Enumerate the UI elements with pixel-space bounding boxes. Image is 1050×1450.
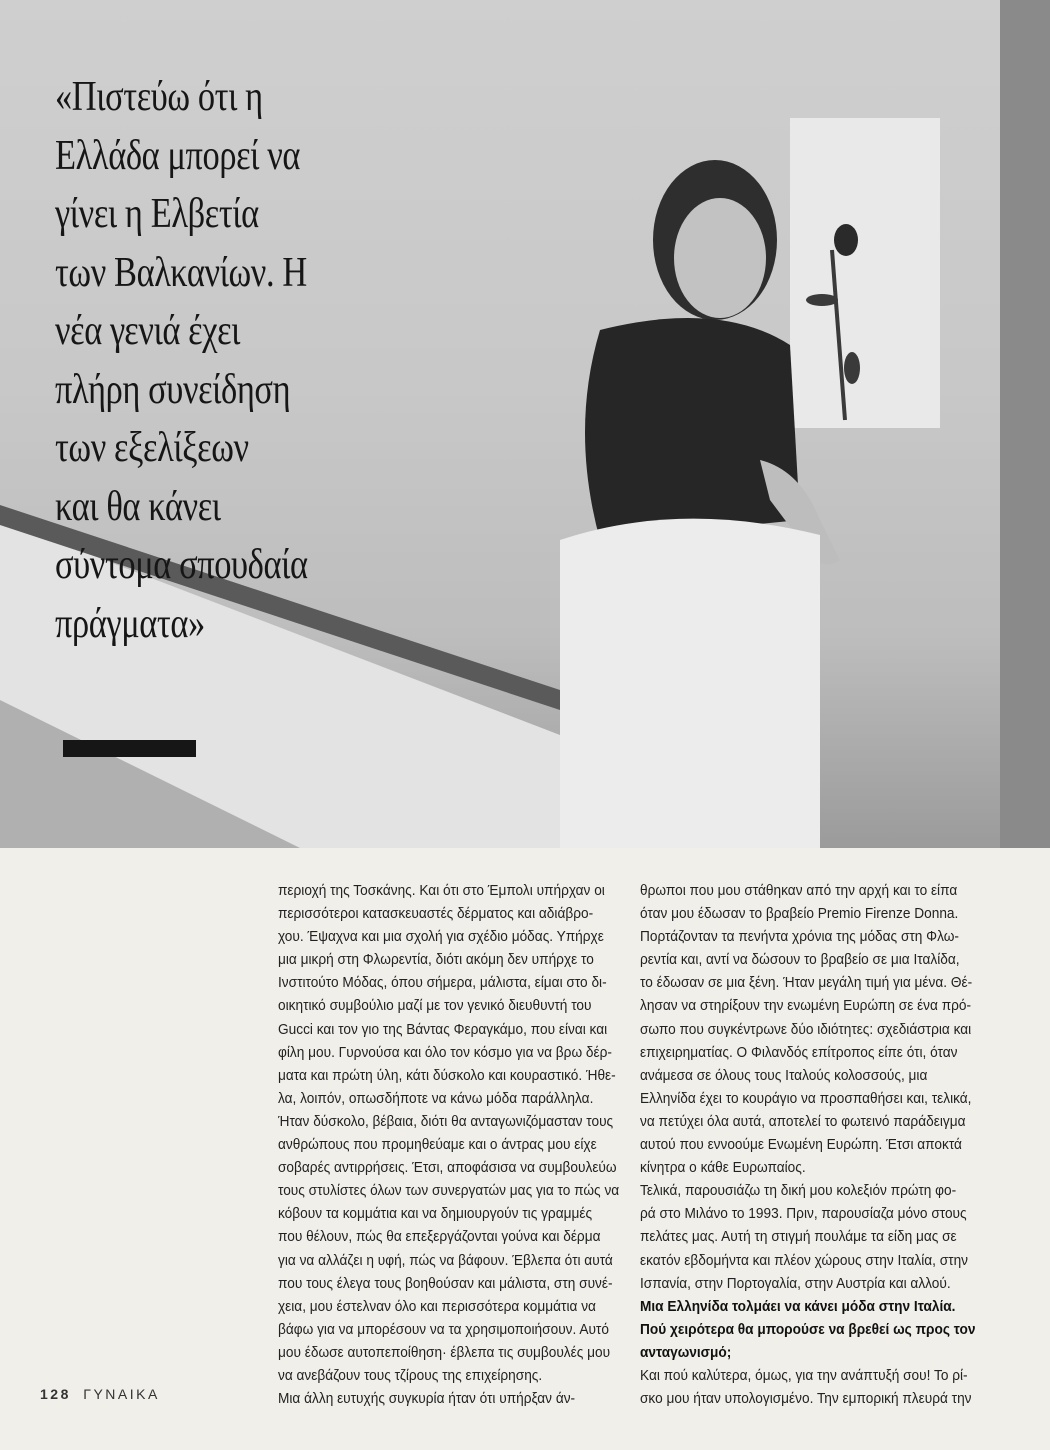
text-line: Πορτάζονταν τα πενήντα χρόνια της μόδας στη Φλω-: [640, 928, 959, 946]
right-wall-shadow: [1000, 0, 1050, 848]
text-line: που τους έλεγα τους βοηθούσαν και μάλιστα, στη συνέ-: [278, 1274, 613, 1292]
text-line: λα, λοιπόν, οπωσδήποτε να κάνω μόδα παράλληλα.: [278, 1089, 594, 1107]
pull-quote-line: και θα κάνει: [55, 483, 221, 530]
text-line: σοβαρές αντιρρήσεις. Έτσι, αποφάσισα να συμβουλεύω: [278, 1159, 617, 1177]
text-line: Ισπανία, στην Πορτογαλία, στην Αυστρία και αλλού.: [640, 1274, 951, 1292]
pull-quote-line: νέα γενιά έχει: [55, 308, 241, 354]
text-line: Ήταν δύσκολο, βέβαια, διότι θα ανταγωνιζόμασταν τους: [278, 1112, 614, 1130]
text-line: πελάτες μας. Αυτή τη στιγμή πουλάμε τα είδη μας σε: [640, 1228, 957, 1246]
text-line: φίλη μου. Γυρνούσα και όλο τον κόσμο για να βρω δέρ-: [278, 1043, 612, 1061]
pull-quote-line: πλήρη συνείδηση: [55, 366, 291, 413]
pull-quote-line: σύντομα σπουδαία: [55, 542, 308, 588]
text-line: μια μικρή στη Φλωρεντία, διότι ακόμη δεν υπήρχε το: [278, 951, 594, 969]
text-line: σκο μου ήταν υπολογισμένο. Την εμπορική πλευρά την: [640, 1390, 972, 1408]
text-line: λησαν να στηρίξουν την ενωμένη Ευρώπη σε ένα πρό-: [640, 997, 972, 1015]
text-line: χεια, μου έστελναν όλο και περισσότερα κομμάτια να: [278, 1297, 596, 1315]
text-line: βάφω για να μπορέσουν να τα χρησιμοποιήσουν. Αυτό: [278, 1320, 609, 1338]
quote-rule: [63, 740, 196, 757]
text-line: θρωποι που μου στάθηκαν από την αρχή και το είπα: [640, 882, 958, 899]
text-line: ματα και πρώτη ύλη, κάτι δύσκολο και κουραστικό. Ήθε-: [278, 1066, 616, 1084]
text-line: περισσότεροι κατασκευαστές δέρματος και αδιάβρο-: [278, 905, 594, 923]
pull-quote-line: πράγματα»: [55, 600, 205, 647]
text-line: Ελληνίδα έχει το κουράγιο να προσπαθήσει και, τελικά,: [640, 1089, 972, 1107]
magazine-name: ΓΥΝΑΙΚΑ: [83, 1386, 160, 1402]
text-line: εκατόν εβδομήντα και πλέον χώρους στην Ιταλία, στην: [640, 1251, 969, 1269]
text-line: που θέλουν, πώς θα επεξεργάζονται γούνα και δέρμα: [278, 1228, 601, 1246]
pull-quote: [55, 68, 308, 653]
text-line: το έδωσαν σε μια ξένη. Ήταν μεγάλη τιμή για μένα. Θέ-: [640, 974, 973, 992]
woman-sweater: [585, 318, 800, 540]
text-line: όταν μου έδωσαν το βραβείο Premio Firenze Donna.: [640, 905, 959, 923]
text-line: Ινστιτούτο Μόδας, όπου σήμερα, μάλιστα, είμαι στο δι-: [278, 974, 607, 992]
text-line: οικητικό συμβούλιο μαζί με τον γενικό διευθυντή του: [278, 997, 592, 1015]
article-column-left: [278, 879, 620, 1410]
text-line: ανάμεσα σε όλους τους Ιταλούς κολοσσούς, μια: [640, 1066, 928, 1084]
text-line: χου. Έψαχνα και μια σχολή για σχέδιο μόδας. Υπήρχε: [278, 928, 604, 946]
text-line: Και πού καλύτερα, όμως, για την ανάπτυξή σου! Το ρί-: [640, 1366, 968, 1384]
pull-quote-line: των Βαλκανίων. Η: [55, 249, 307, 296]
text-line: να πετύχει όλα αυτά, αποτελεί το φωτεινό παράδειγμα: [640, 1112, 966, 1130]
text-line: Gucci και τον γιο της Βάντας Φεραγκάμο, που είναι και: [278, 1020, 608, 1038]
interview-question: Μια Ελληνίδα τολμάει να κάνει μόδα στην Ιταλία.: [640, 1297, 956, 1315]
rose-icon: [834, 224, 858, 256]
text-line: αυτού που εννοούμε Ενωμένη Ευρώπη. Έτσι αποκτά: [640, 1136, 962, 1154]
rose-leaf: [806, 294, 838, 306]
text-line: Τελικά, παρουσιάζω τη δική μου κολεξιόν πρώτη φο-: [640, 1182, 957, 1200]
banister-post: [560, 519, 820, 848]
pull-quote-line: γίνει η Ελβετία: [55, 191, 259, 237]
text-line: να ανεβάζουν τους τζίρους της επιχείρησης.: [278, 1366, 543, 1384]
text-line: κίνητρα ο κάθε Ευρωπαίος.: [640, 1159, 806, 1177]
text-line: ρεντία και, αντί να δώσουν το βραβείο σε μια Ιταλίδα,: [640, 951, 960, 969]
text-line: σωπο που συγκέντρωνε δύο ιδιότητες: σχεδιάστρια και: [640, 1020, 972, 1038]
pull-quote-line: Ελλάδα μπορεί να: [55, 132, 301, 179]
woman-face: [674, 198, 766, 318]
text-line: ρά στο Μιλάνο το 1993. Πριν, παρουσίαζα μόνο στους: [640, 1205, 967, 1223]
interview-question: Πού χειρότερα θα μπορούσε να βρεθεί ως προς τον: [640, 1320, 976, 1338]
text-line: περιοχή της Τοσκάνης. Και ότι στο Έμπολι υπήρχαν οι: [278, 882, 605, 899]
pull-quote-line: «Πιστεύω ότι η: [55, 74, 263, 120]
text-line: μου έδωσε αυτοπεποίθηση· έβλεπα τις συμβουλές μου: [278, 1343, 611, 1361]
text-line: για να αλλάζει η υφή, πώς να βάφουν. Έβλεπα ότι αυτά: [278, 1251, 613, 1269]
text-line: κόβουν τα κομμάτια και να δημιουργούν τις γραμμές: [278, 1205, 593, 1223]
page-number: 128: [40, 1386, 71, 1402]
text-line: Μια άλλη ευτυχής συγκυρία ήταν ότι υπήρξαν άν-: [278, 1390, 576, 1408]
text-line: επιχειρηματίας. Ο Φιλανδός επίτροπος είπε ότι, όταν: [640, 1043, 958, 1061]
interview-question: ανταγωνισμό;: [640, 1343, 732, 1361]
pull-quote-line: των εξελίξεων: [55, 425, 249, 471]
text-line: τους στυλίστες όλων των συνεργατών μας για το πώς να: [278, 1182, 620, 1200]
article-column-right: [640, 879, 976, 1410]
page-footer: [40, 1386, 160, 1402]
rose-leaf: [844, 352, 860, 384]
text-line: ανθρώπους που προμηθεύαμε και ο άντρας μου είχε: [278, 1136, 597, 1154]
window-light: [790, 118, 940, 428]
